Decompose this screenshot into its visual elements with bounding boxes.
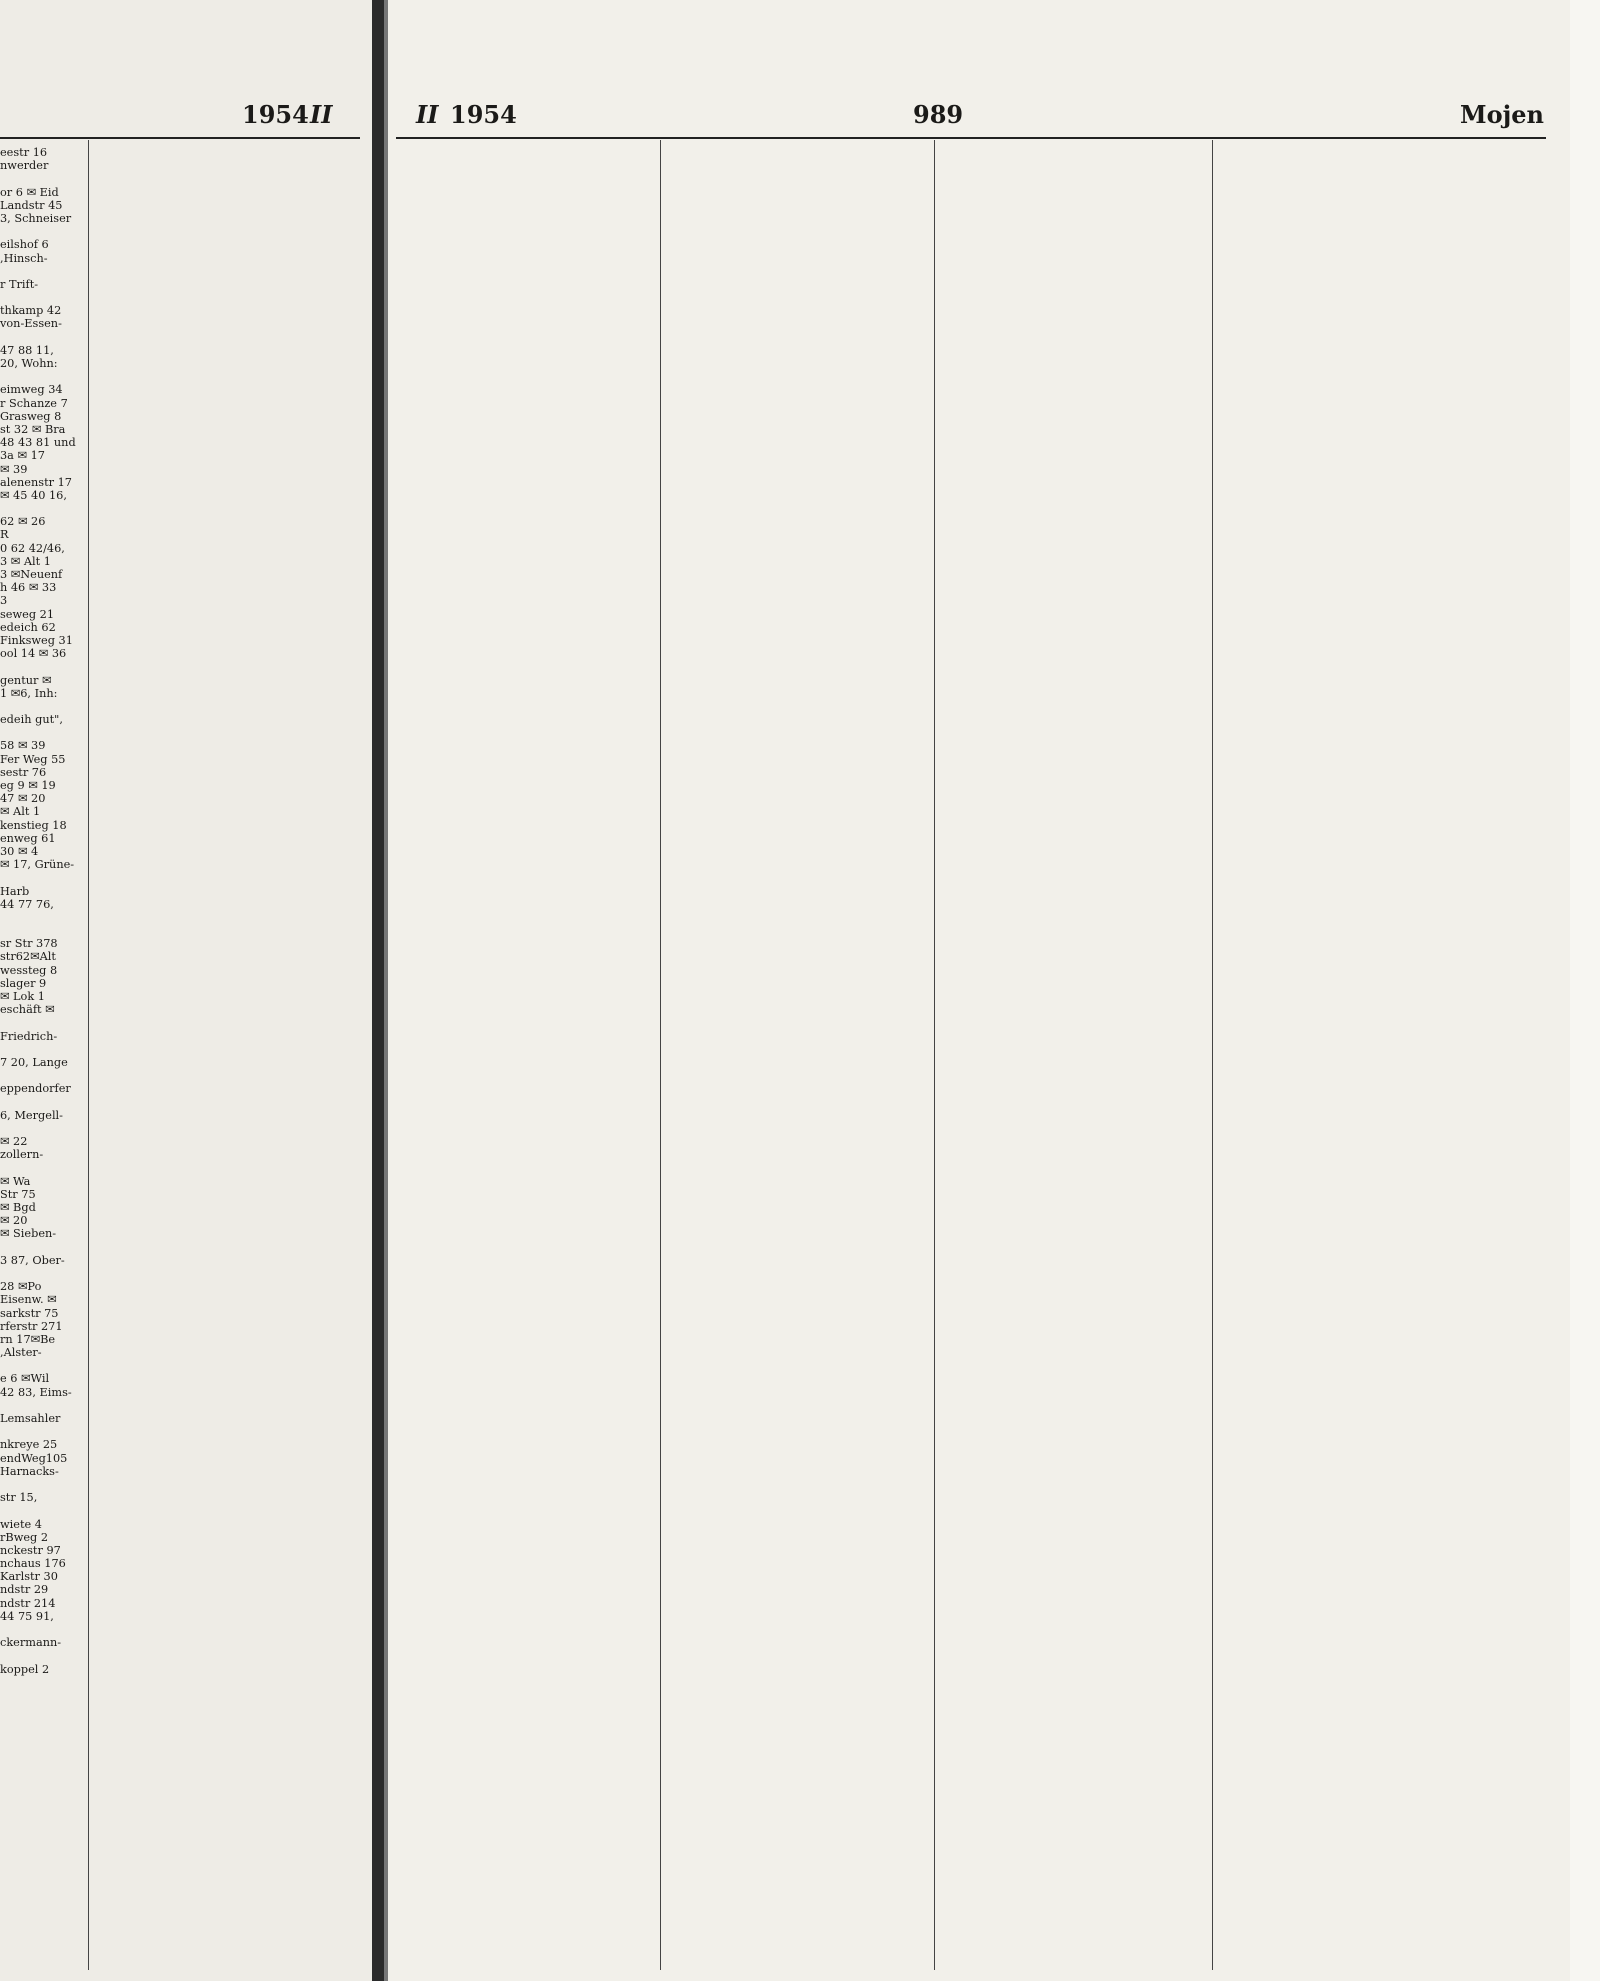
entry-line: rn 17✉Be bbox=[0, 1332, 56, 1346]
entry-line: thkamp 42 bbox=[0, 304, 62, 318]
entry-line: h 46 ✉ 33 bbox=[0, 581, 57, 595]
entry-line: 30 ✉ 4 bbox=[0, 844, 39, 858]
entry-line bbox=[0, 660, 82, 673]
left-page bbox=[0, 0, 372, 1981]
entry-line: eestr 16 bbox=[0, 146, 48, 159]
entry-line bbox=[0, 1069, 82, 1082]
entry-line bbox=[0, 1122, 82, 1135]
entry-line: Fer Weg 55 bbox=[0, 752, 66, 766]
column-left-fragment bbox=[0, 146, 82, 1676]
left-header-volume: II bbox=[310, 100, 333, 129]
entry-line bbox=[0, 1478, 82, 1491]
entry-line: ckermann- bbox=[0, 1636, 62, 1650]
entry-line: 44 75 91, bbox=[0, 1609, 54, 1623]
entry-line: e 6 ✉Wil bbox=[0, 1372, 50, 1386]
entry-line: nkreye 25 bbox=[0, 1438, 58, 1452]
entry-line bbox=[0, 370, 82, 383]
entry-line: eg 9 ✉ 19 bbox=[0, 779, 56, 792]
entry-line bbox=[0, 1161, 82, 1174]
entry-line: edeich 62 bbox=[0, 620, 56, 634]
right-header-rule bbox=[396, 137, 1546, 139]
entry-line: Harb bbox=[0, 884, 30, 898]
entry-line: or 6 ✉ Eid bbox=[0, 185, 59, 199]
entry-line bbox=[0, 225, 82, 238]
entry-line: 7 20, Lange bbox=[0, 1055, 68, 1069]
entry-line: enweg 61 bbox=[0, 831, 56, 845]
right-header-volume: II bbox=[416, 100, 439, 129]
column-divider bbox=[660, 140, 661, 1970]
entry-line: ✉ Alt 1 bbox=[0, 805, 41, 819]
entry-line: nckestr 97 bbox=[0, 1543, 61, 1557]
entry-line: eilshof 6 bbox=[0, 238, 49, 252]
entry-line: r Trift- bbox=[0, 277, 39, 291]
entry-line: rferstr 271 bbox=[0, 1319, 63, 1333]
entry-line: sarkstr 75 bbox=[0, 1306, 59, 1320]
entry-line: alenenstr 17 bbox=[0, 475, 72, 489]
entry-line: Grasweg 8 bbox=[0, 409, 62, 423]
entry-line: 0 62 42/46, bbox=[0, 541, 65, 555]
entry-line: 3 87, Ober- bbox=[0, 1253, 65, 1267]
right-page bbox=[388, 0, 1600, 1981]
entry-line bbox=[0, 1649, 82, 1662]
entry-line: 48 43 81 und bbox=[0, 436, 76, 450]
entry-line: eppendorfer bbox=[0, 1082, 71, 1096]
entry-line bbox=[0, 871, 82, 884]
entry-line: 3 ✉ Alt 1 bbox=[0, 554, 51, 568]
entry-line: r Schanze 7 bbox=[0, 396, 68, 410]
entry-line: 42 83, Eims- bbox=[0, 1385, 72, 1399]
entry-line: ,Alster- bbox=[0, 1346, 42, 1360]
column-divider bbox=[88, 140, 89, 1970]
entry-line bbox=[0, 502, 82, 515]
entry-line: 3 ✉Neuenf bbox=[0, 568, 63, 581]
entry-line bbox=[0, 291, 82, 304]
entry-line: 62 ✉ 26 bbox=[0, 515, 46, 529]
entry-line: 3 bbox=[0, 594, 8, 608]
entry-line bbox=[0, 1096, 82, 1109]
entry-line: koppel 2 bbox=[0, 1662, 50, 1676]
entry-line: rBweg 2 bbox=[0, 1530, 49, 1544]
entry-line: 58 ✉ 39 bbox=[0, 739, 46, 753]
entry-line bbox=[0, 924, 82, 937]
entry-line: wiete 4 bbox=[0, 1517, 42, 1531]
entry-line: von-Essen- bbox=[0, 317, 62, 331]
entry-line bbox=[0, 1399, 82, 1412]
entry-line: ✉ Sieben- bbox=[0, 1227, 57, 1241]
entry-line: zollern- bbox=[0, 1148, 44, 1162]
entry-line: Finksweg 31 bbox=[0, 633, 73, 647]
entry-line: 47 88 11, bbox=[0, 343, 54, 357]
right-header-year: 1954 bbox=[450, 100, 517, 129]
entry-line: Eisenw. ✉ bbox=[0, 1293, 57, 1307]
entry-line bbox=[0, 726, 82, 739]
entry-line: seweg 21 bbox=[0, 607, 55, 621]
entry-line bbox=[0, 1241, 82, 1254]
entry-line: Landstr 45 bbox=[0, 198, 63, 212]
entry-line bbox=[0, 700, 82, 713]
entry-line: ✉ Bgd bbox=[0, 1201, 36, 1214]
entry-line: 28 ✉Po bbox=[0, 1280, 42, 1294]
entry-line: ,Hinsch- bbox=[0, 251, 48, 265]
entry-line bbox=[0, 1623, 82, 1636]
entry-line bbox=[0, 331, 82, 344]
entry-line: ndstr 29 bbox=[0, 1583, 49, 1597]
entry-line: slager 9 bbox=[0, 976, 47, 990]
page-edge bbox=[1570, 0, 1600, 1981]
entry-line: R bbox=[0, 528, 9, 542]
entry-line bbox=[0, 265, 82, 278]
entry-line bbox=[0, 911, 82, 924]
running-head: Mojen bbox=[1460, 100, 1544, 129]
entry-line: ndstr 214 bbox=[0, 1596, 56, 1610]
entry-line: 6, Mergell- bbox=[0, 1108, 63, 1122]
entry-line: edeih gut", bbox=[0, 713, 63, 727]
entry-line: endWeg105 bbox=[0, 1451, 68, 1465]
entry-line: Karlstr 30 bbox=[0, 1570, 58, 1584]
entry-line: gentur ✉ bbox=[0, 673, 52, 687]
left-header-year: 1954 bbox=[242, 100, 309, 129]
entry-line: nwerder bbox=[0, 159, 49, 173]
entry-line: ool 14 ✉ 36 bbox=[0, 647, 67, 661]
page-number: 989 bbox=[913, 100, 964, 129]
entry-line: ✉ 45 40 16, bbox=[0, 488, 67, 502]
entry-line: sestr 76 bbox=[0, 765, 47, 779]
entry-line: Str 75 bbox=[0, 1187, 36, 1201]
entry-line: wessteg 8 bbox=[0, 963, 58, 977]
entry-line bbox=[0, 1016, 82, 1029]
entry-line: ✉ 39 bbox=[0, 462, 28, 476]
left-header-rule bbox=[0, 137, 360, 139]
entry-line: eschäft ✉ bbox=[0, 1003, 55, 1017]
entry-line: str62✉Alt bbox=[0, 950, 56, 964]
column-divider bbox=[934, 140, 935, 1970]
entry-line bbox=[0, 1504, 82, 1517]
entry-line bbox=[0, 1267, 82, 1280]
entry-line: nchaus 176 bbox=[0, 1557, 66, 1571]
entry-line: eimweg 34 bbox=[0, 383, 63, 397]
entry-line: 1 ✉6, Inh: bbox=[0, 686, 58, 700]
entry-line: 44 77 76, bbox=[0, 897, 54, 911]
entry-line bbox=[0, 1359, 82, 1372]
entry-line: st 32 ✉ Bra bbox=[0, 422, 66, 436]
entry-line: 20, Wohn: bbox=[0, 357, 58, 370]
entry-line: Lemsahler bbox=[0, 1412, 61, 1425]
entry-line: 47 ✉ 20 bbox=[0, 792, 46, 806]
entry-line: 3a ✉ 17 bbox=[0, 449, 45, 463]
entry-line: ✉ 20 bbox=[0, 1214, 28, 1228]
entry-line bbox=[0, 1425, 82, 1438]
book-gutter bbox=[372, 0, 384, 1981]
entry-line: ✉ 22 bbox=[0, 1135, 28, 1149]
entry-line: Friedrich- bbox=[0, 1029, 58, 1043]
entry-line: ✉ 17, Grüne- bbox=[0, 858, 75, 872]
entry-line: 3, Schneiser bbox=[0, 211, 72, 225]
entry-line: kenstieg 18 bbox=[0, 818, 67, 832]
entry-line bbox=[0, 1043, 82, 1056]
entry-line: Harnacks- bbox=[0, 1464, 59, 1478]
entry-line: ✉ Lok 1 bbox=[0, 990, 45, 1003]
entry-line bbox=[0, 172, 82, 185]
entry-line: ✉ Wa bbox=[0, 1174, 31, 1188]
entry-line: sr Str 378 bbox=[0, 937, 58, 951]
entry-line: str 15, bbox=[0, 1491, 38, 1505]
column-divider bbox=[1212, 140, 1213, 1970]
